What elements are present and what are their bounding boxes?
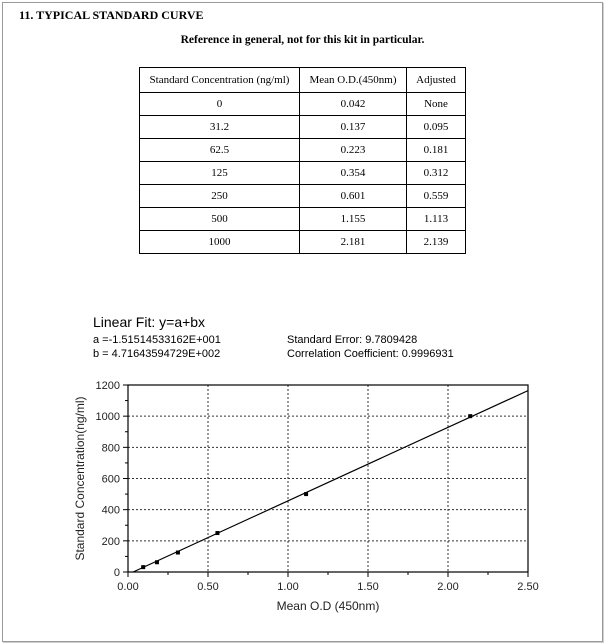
column-header: Standard Concentration (ng/ml): [140, 68, 300, 93]
y-tick-label: 600: [101, 473, 120, 486]
y-tick-label: 1000: [95, 411, 120, 424]
fit-coefficient-b: b = 4.71643594729E+002: [93, 348, 221, 360]
fit-correlation-coefficient: Correlation Coefficient: 0.9996931: [287, 348, 454, 360]
x-tick-label: 2.50: [517, 581, 539, 593]
table-cell: 1000: [140, 231, 300, 254]
y-tick-label: 1200: [95, 380, 120, 392]
table-cell: 31.2: [140, 116, 300, 139]
y-tick-label: 200: [101, 535, 120, 548]
fit-title: Linear Fit: y=a+bx: [93, 314, 206, 330]
table-cell: 250: [140, 185, 300, 208]
data-point: [468, 414, 472, 418]
data-point: [215, 531, 219, 535]
table-cell: None: [407, 93, 466, 116]
table-cell: 0.312: [407, 162, 466, 185]
x-tick-label: 0.00: [117, 581, 139, 593]
table-cell: 125: [140, 162, 300, 185]
table-cell: 2.139: [407, 231, 466, 254]
fit-coefficient-a: a =-1.51514533162E+001: [93, 334, 221, 346]
y-tick-label: 0: [113, 567, 120, 579]
table-cell: 1.113: [407, 208, 466, 231]
column-header: Adjusted: [407, 68, 466, 93]
table-cell: 0.181: [407, 139, 466, 162]
x-tick-label: 1.00: [277, 581, 299, 593]
table-cell: 0.042: [300, 93, 407, 116]
table-cell: 2.181: [300, 231, 407, 254]
fit-standard-error: Standard Error: 9.7809428: [287, 334, 418, 346]
x-tick-label: 1.50: [357, 581, 379, 593]
table-cell: 0.559: [407, 185, 466, 208]
section-title: 11. TYPICAL STANDARD CURVE: [19, 8, 204, 22]
table-cell: 0: [140, 93, 300, 116]
table-cell: 0.095: [407, 116, 466, 139]
data-point: [304, 492, 308, 496]
y-tick-label: 800: [101, 442, 120, 455]
table-cell: 0.601: [300, 185, 407, 208]
reference-note: Reference in general, not for this kit in particular.: [180, 34, 425, 46]
data-point: [155, 560, 159, 564]
table-cell: 62.5: [140, 139, 300, 162]
table-cell: 0.223: [300, 139, 407, 162]
data-point: [141, 565, 145, 569]
y-tick-label: 400: [101, 504, 120, 517]
y-axis-title: Standard Concentration(ng/ml): [73, 396, 87, 561]
table-cell: 500: [140, 208, 300, 231]
x-axis-title: Mean O.D (450nm): [276, 599, 380, 613]
table-cell: 0.137: [300, 116, 407, 139]
x-tick-label: 2.00: [437, 581, 459, 593]
column-header: Mean O.D.(450nm): [300, 68, 407, 93]
data-point: [176, 551, 180, 555]
table-cell: 1.155: [300, 208, 407, 231]
table-cell: 0.354: [300, 162, 407, 185]
x-tick-label: 0.50: [197, 581, 219, 593]
